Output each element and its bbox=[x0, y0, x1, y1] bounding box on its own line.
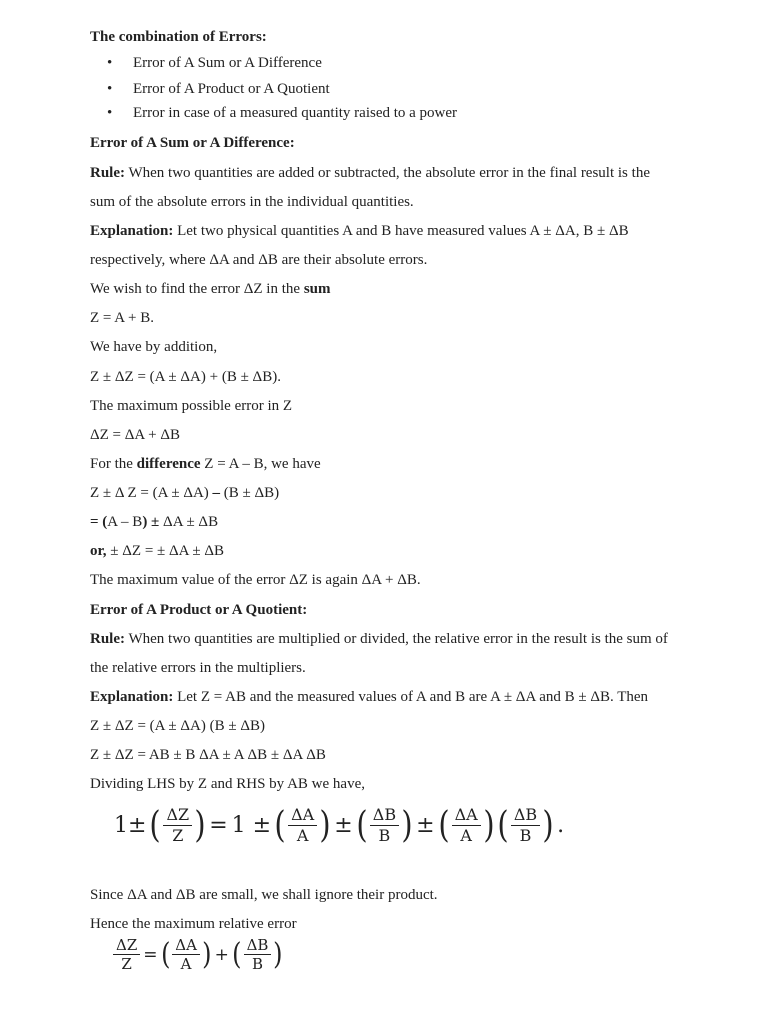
sum-explanation-line1: Explanation: Let two physical quantities A and B have measured values A ± ΔA, B ± ΔB bbox=[90, 223, 629, 239]
sum-explanation-line2: respectively, where ΔA and ΔB are their absolute errors. bbox=[90, 252, 428, 268]
difference-equation-1: Z ± Δ Z = (A ± ΔA) – (B ± ΔB) bbox=[90, 485, 280, 501]
bullet-icon: • bbox=[107, 55, 113, 71]
product-small-text: Since ΔA and ΔB are small, we shall ignore their product. bbox=[90, 887, 438, 903]
sum-maxerror-text: The maximum possible error in Z bbox=[90, 398, 293, 414]
max-relative-error-formula: $\frac{\Delta Z}{Z}$ = ( $\frac{\Delta A}{A}$ ) + ( $\frac{\Delta B}{B}$ ) bbox=[112, 937, 284, 972]
sum-rule-line2: sum of the absolute errors in the individual quantities. bbox=[90, 194, 414, 210]
sum-heading: Error of A Sum or A Difference: bbox=[90, 135, 295, 151]
difference-maxvalue-text: The maximum value of the error ΔZ is again ΔA + ΔB. bbox=[90, 572, 421, 588]
sum-equation-2: Z ± ΔZ = (A ± ΔA) + (B ± ΔB). bbox=[90, 369, 281, 385]
product-rule-line1: Rule: When two quantities are multiplied or divided, the relative error in the result is the sum of bbox=[90, 631, 668, 647]
difference-equation-3: or, ± ΔZ = ± ΔA ± ΔB bbox=[90, 543, 225, 559]
sum-wish-line: We wish to find the error ΔZ in the sum bbox=[90, 281, 331, 297]
bullet-icon: • bbox=[107, 105, 113, 121]
product-explanation-line1: Explanation: Let Z = AB and the measured values of A and B are A ± ΔA and B ± ΔB. Then bbox=[90, 689, 649, 705]
difference-equation-2: = (A – B) ± ΔA ± ΔB bbox=[90, 514, 219, 530]
sum-equation-3: ΔZ = ΔA + ΔB bbox=[90, 427, 181, 443]
relative-error-formula: 1± ( $\frac{\Delta Z}{Z}$ ) = 1 ± ( $\frac{\Delta A}{A}$ ) ± ( $\frac{\Delta B}{B}$ ) ± ( $\frac{\Delta A}{A}$ ) ( $\frac{\Delta B}{B}$ ) . bbox=[114, 804, 565, 846]
product-heading: Error of A Product or A Quotient: bbox=[90, 602, 308, 618]
product-dividing-text: Dividing LHS by Z and RHS by AB we have, bbox=[90, 776, 365, 792]
sum-rule-line1: Rule: When two quantities are added or subtracted, the absolute error in the final result is the bbox=[90, 165, 650, 181]
product-hence-text: Hence the maximum relative error bbox=[90, 916, 297, 932]
product-rule-line2: the relative errors in the multipliers. bbox=[90, 660, 306, 676]
sum-equation: Z = A + B. bbox=[90, 310, 155, 326]
bullet-icon: • bbox=[107, 81, 113, 97]
product-equation-2: Z ± ΔZ = AB ± B ΔA ± A ΔB ± ΔA ΔB bbox=[90, 747, 326, 763]
section-title: The combination of Errors: bbox=[90, 29, 267, 45]
product-equation-1: Z ± ΔZ = (A ± ΔA) (B ± ΔB) bbox=[90, 718, 265, 734]
sum-addition-text: We have by addition, bbox=[90, 339, 218, 355]
difference-intro: For the difference Z = A – B, we have bbox=[90, 456, 321, 472]
